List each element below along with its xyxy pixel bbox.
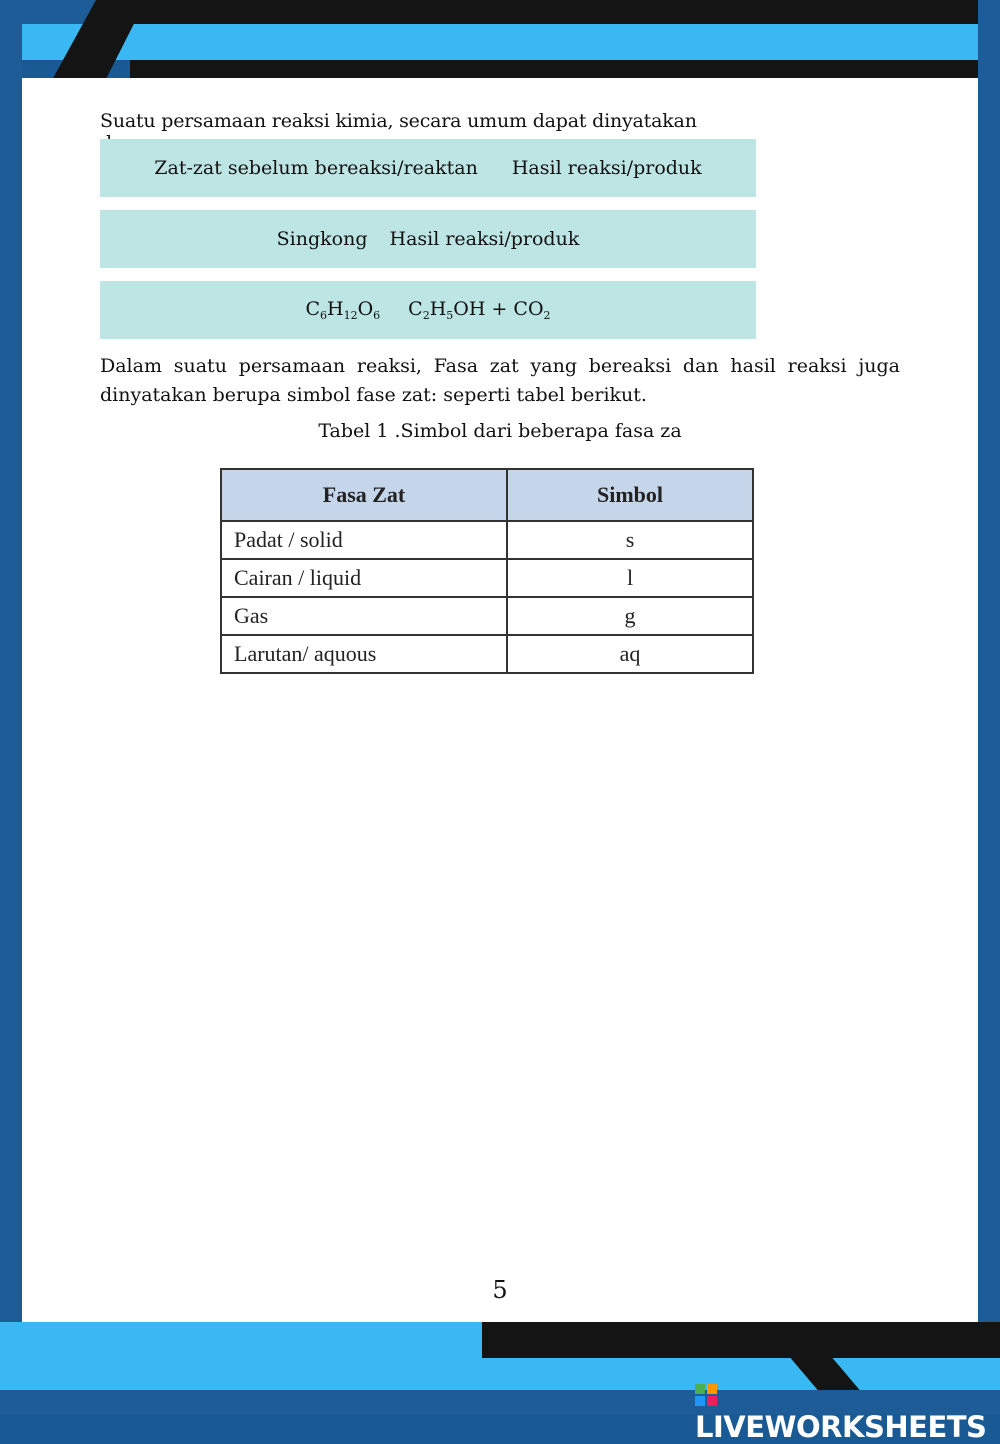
product-label: Hasil reaksi/produk (511, 157, 702, 179)
phase-cell: Padat / solid (221, 521, 507, 559)
table-row (221, 559, 753, 597)
logo-prefix: LIVE (695, 1410, 765, 1444)
symbol-cell: g (507, 597, 753, 635)
liveworksheets-logo[interactable] (695, 1376, 1000, 1444)
product-formula: $C_2H_5OH + CO_2$ (408, 298, 551, 322)
glucose-formula: $C_6H_{12}O_6$ (305, 298, 381, 322)
reactant-label: Zat-zat sebelum bereaksi/reaktan (154, 157, 478, 179)
table-row (221, 635, 753, 673)
cassava-product-label: Hasil reaksi/produk (389, 228, 580, 250)
frame-left (0, 0, 22, 1414)
page-number: 5 (492, 1276, 508, 1304)
cassava-equation-box (100, 210, 756, 268)
intro-text: Suatu persamaan reaksi kimia, secara umum dapat dinyatakan (100, 110, 697, 132)
header-phase: Fasa Zat (221, 469, 507, 521)
table-header-row (221, 469, 753, 521)
symbol-cell: l (507, 559, 753, 597)
liveworksheets-logo-icon (695, 1384, 717, 1406)
cassava-label: Singkong (276, 228, 368, 250)
general-equation-box (100, 139, 756, 197)
header-band-blue (0, 24, 1000, 60)
phase-symbol-table (220, 468, 754, 674)
phase-paragraph: Dalam suatu persamaan reaksi, Fasa zat yang bereaksi dan hasil reaksi juga dinyatakan berupa simbol fase zat: seperti tabel berikut. (100, 355, 900, 406)
phase-cell: Larutan/ aquous (221, 635, 507, 673)
symbol-cell: aq (507, 635, 753, 673)
footer-band-black (482, 1322, 1000, 1358)
phase-cell: Cairan / liquid (221, 559, 507, 597)
phase-cell: Gas (221, 597, 507, 635)
table-row (221, 521, 753, 559)
symbol-cell: s (507, 521, 753, 559)
header-symbol: Simbol (507, 469, 753, 521)
table-caption: Tabel 1 .Simbol dari beberapa fasa za (318, 420, 682, 442)
formula-equation-box (100, 281, 756, 339)
frame-right (978, 0, 1000, 1414)
table-row (221, 597, 753, 635)
logo-suffix: WORKSHEETS (764, 1410, 987, 1444)
